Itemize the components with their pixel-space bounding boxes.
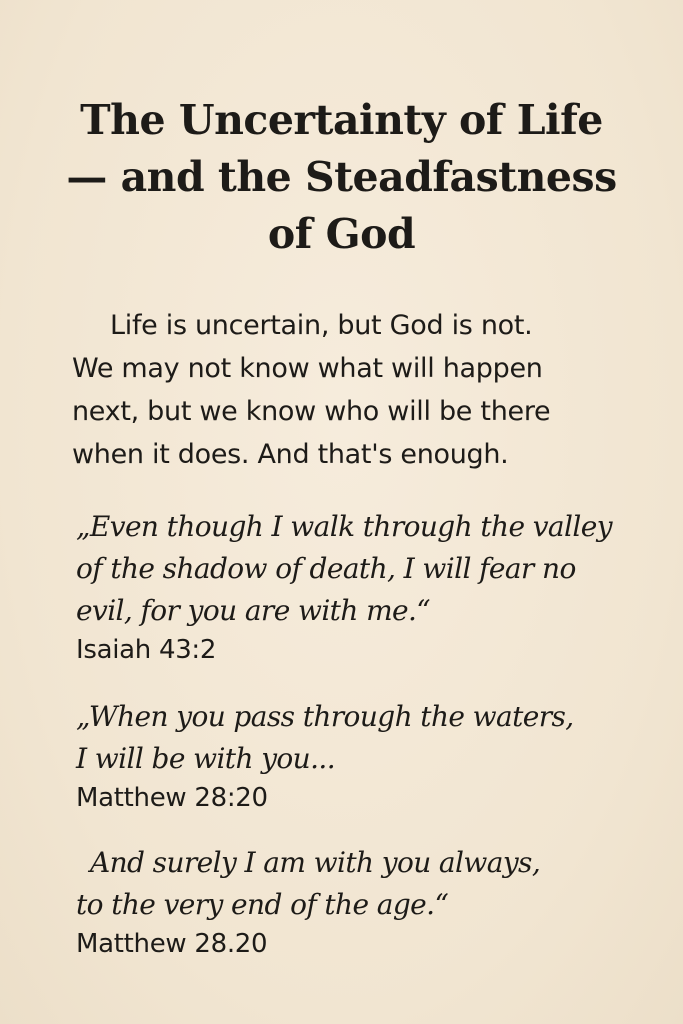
verse-reference: Isaiah 43:2 xyxy=(76,635,217,665)
intro-line: Life is uncertain, but God is not. xyxy=(110,310,533,341)
verse-quote xyxy=(76,506,666,632)
verse-line: evil, for you are with me.“ xyxy=(76,594,431,627)
verse-line: „Even though I walk through the valley xyxy=(76,510,612,543)
verse-block xyxy=(76,696,666,818)
verse-quote xyxy=(76,696,666,780)
title-line: The Uncertainty of Life xyxy=(80,96,603,144)
verse-line: And surely I am with you always, xyxy=(90,846,541,879)
verse-reference: Matthew 28:20 xyxy=(76,783,268,813)
verse-block xyxy=(76,842,666,964)
title-line: of God xyxy=(267,210,416,258)
page-title xyxy=(40,92,643,263)
verse-reference: Matthew 28.20 xyxy=(76,929,268,959)
verse-line: of the shadow of death, I will fear no xyxy=(76,552,576,585)
verse-line: „When you pass through the waters, xyxy=(76,700,574,733)
verse-block xyxy=(76,506,666,670)
verse-quote xyxy=(76,842,666,926)
title-line: — and the Steadfastness xyxy=(66,153,617,201)
intro-paragraph xyxy=(72,304,652,476)
intro-line: when it does. And that's enough. xyxy=(72,439,509,470)
intro-line: We may not know what will happen xyxy=(72,353,543,384)
intro-line: next, but we know who will be there xyxy=(72,396,551,427)
verse-line: to the very end of the age.“ xyxy=(76,888,449,921)
verse-line: I will be with you... xyxy=(76,742,336,775)
